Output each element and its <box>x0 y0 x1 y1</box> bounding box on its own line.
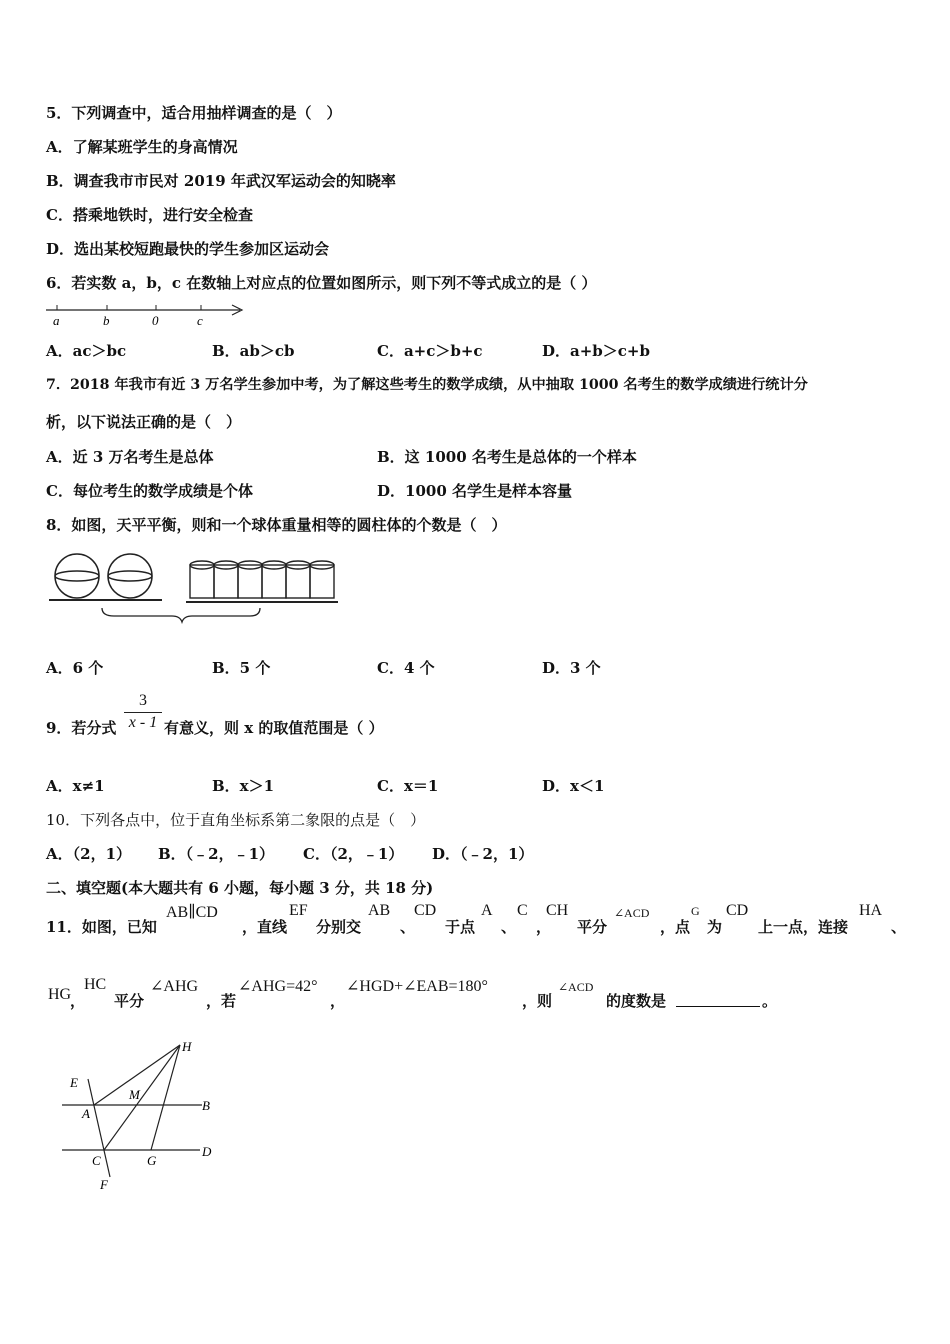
q6-option-c: C．a+c＞b+c <box>377 342 483 360</box>
q11-math-ch: CH <box>546 902 569 919</box>
q5-stem: 5．下列调查中，适合用抽样调查的是（ ） <box>46 104 342 122</box>
label-f: F <box>100 1177 108 1192</box>
balance-figure <box>44 548 344 624</box>
q10-option-a: A．（2，1） <box>46 845 132 863</box>
sphere-1 <box>55 554 99 598</box>
q11-math-a: A <box>481 902 493 919</box>
q11-math-angle-acd-2: ∠ACD <box>558 980 594 994</box>
q11-text-2: ，直线 <box>242 918 288 936</box>
q7-option-c: C．每位考生的数学成绩是个体 <box>46 482 253 500</box>
q9-option-d: D．x＜1 <box>542 777 605 795</box>
label-m: M <box>129 1087 140 1102</box>
q6-option-d: D．a+b＞c+b <box>542 342 650 360</box>
q11-math-cd-2: CD <box>726 902 749 919</box>
q5-option-a: A．了解某班学生的身高情况 <box>46 138 238 156</box>
q11-math-ab: AB <box>368 902 391 919</box>
segment-hg <box>151 1045 180 1150</box>
q11-l2-text-7: 。 <box>762 992 778 1010</box>
q9-fraction <box>124 690 162 733</box>
q11-math-ab-parallel-cd: AB∥CD <box>166 904 218 921</box>
q11-math-c: C <box>517 902 528 919</box>
axis-label-0: 0 <box>152 313 159 328</box>
balance-brace <box>102 608 260 622</box>
label-d: D <box>202 1144 212 1159</box>
q5-option-b: B．调查我市市民对 2019 年武汉军运动会的知晓率 <box>46 172 396 190</box>
q11-text-10: 为 <box>707 918 723 936</box>
q11-math-angle-ahg-42: ∠AHG=42° <box>238 978 318 995</box>
number-line-figure <box>44 300 254 330</box>
q11-text-4: 、 <box>400 918 416 936</box>
q11-l2-text-5: ，则 <box>522 992 553 1010</box>
q10-option-c: C．（2，﹣1） <box>303 845 404 863</box>
sphere-2 <box>108 554 152 598</box>
q11-math-angle-acd: ∠ACD <box>614 906 650 920</box>
q11-text-9: ，点 <box>660 918 691 936</box>
q11-l2-text-2: 平分 <box>114 992 145 1010</box>
q11-math-ha: HA <box>859 902 883 919</box>
axis-label-a: a <box>53 313 60 328</box>
q6-stem: 6．若实数 a，b，c 在数轴上对应点的位置如图所示，则下列不等式成立的是（ ） <box>46 274 597 292</box>
q8-option-c: C．4 个 <box>377 659 435 677</box>
q11-line1 <box>46 902 906 942</box>
label-b: B <box>202 1098 210 1113</box>
axis-label-c: c <box>197 313 203 328</box>
q8-stem: 8．如图，天平平衡，则和一个球体重量相等的圆柱体的个数是（ ） <box>46 516 507 534</box>
label-h: H <box>182 1039 192 1054</box>
q9-option-c: C．x＝1 <box>377 777 439 795</box>
label-e: E <box>70 1075 78 1090</box>
q11-text-3: 分别交 <box>316 918 362 936</box>
q11-line2 <box>46 976 906 1016</box>
label-g: G <box>147 1153 157 1168</box>
section-2-heading: 二、填空题(本大题共有 6 小题，每小题 3 分，共 18 分) <box>46 879 434 897</box>
q7-option-a: A．近 3 万名考生是总体 <box>46 448 214 466</box>
q11-math-hg: HG <box>48 986 72 1003</box>
q8-option-a: A．6 个 <box>46 659 104 677</box>
q8-option-d: D．3 个 <box>542 659 601 677</box>
q11-text-1: 11．如图，已知 <box>46 918 157 936</box>
q7-option-b: B．这 1000 名考生是总体的一个样本 <box>377 448 637 466</box>
q10-stem: 10．下列各点中，位于直角坐标系第二象限的点是（ ） <box>46 811 426 829</box>
q11-text-8: 平分 <box>577 918 608 936</box>
q7-stem-line2: 析，以下说法正确的是（ ） <box>46 413 242 431</box>
q11-math-g: G <box>691 904 700 918</box>
q8-option-b: B．5 个 <box>212 659 271 677</box>
q11-text-5: 于点 <box>445 918 476 936</box>
q9-denominator: x - 1 <box>128 714 158 731</box>
q11-l2-text-6: 的度数是 <box>606 992 667 1010</box>
q6-option-b: B．ab＞cb <box>212 342 295 360</box>
cylinders <box>190 561 334 598</box>
q11-answer-blank[interactable] <box>676 992 760 1007</box>
q11-math-cd: CD <box>414 902 437 919</box>
q9-option-a: A．x≠1 <box>46 777 105 795</box>
q9-numerator: 3 <box>139 692 147 709</box>
q11-text-7: ， <box>536 918 552 936</box>
q10-option-b: B．（﹣2，﹣1） <box>158 845 275 863</box>
q7-stem-line1: 7．2018 年我市有近 3 万名学生参加中考，为了解这些考生的数学成绩，从中抽取 1000 名考生的数学成绩进行统计分 <box>46 377 808 393</box>
q5-option-d: D．选出某校短跑最快的学生参加区运动会 <box>46 240 330 258</box>
q11-math-angle-sum: ∠HGD+∠EAB=180° <box>346 978 488 995</box>
q11-l2-text-1: ， <box>70 992 86 1010</box>
q11-math-ef: EF <box>289 902 308 919</box>
q11-text-12: 、 <box>891 918 907 936</box>
q11-l2-text-3: ，若 <box>206 992 237 1010</box>
q9-option-b: B．x＞1 <box>212 777 275 795</box>
segment-hc <box>104 1045 180 1150</box>
q11-text-6: 、 <box>501 918 517 936</box>
q11-text-11: 上一点，连接 <box>758 918 849 936</box>
q10-option-d: D．（﹣2，1） <box>432 845 534 863</box>
label-c: C <box>92 1153 101 1168</box>
q7-option-d: D．1000 名学生是样本容量 <box>377 482 572 500</box>
label-a: A <box>82 1106 90 1121</box>
q11-l2-text-4: ， <box>330 992 346 1010</box>
q9-suffix: 有意义，则 x 的取值范围是（ ） <box>164 719 384 737</box>
q11-geometry-figure <box>50 1035 230 1195</box>
q9-prefix: 9．若分式 <box>46 719 117 737</box>
axis-label-b: b <box>103 313 110 328</box>
q5-option-c: C．搭乘地铁时，进行安全检查 <box>46 206 253 224</box>
q11-math-angle-ahg: ∠AHG <box>150 978 199 995</box>
q11-math-hc: HC <box>84 976 107 993</box>
q6-option-a: A．ac＞bc <box>46 342 127 360</box>
